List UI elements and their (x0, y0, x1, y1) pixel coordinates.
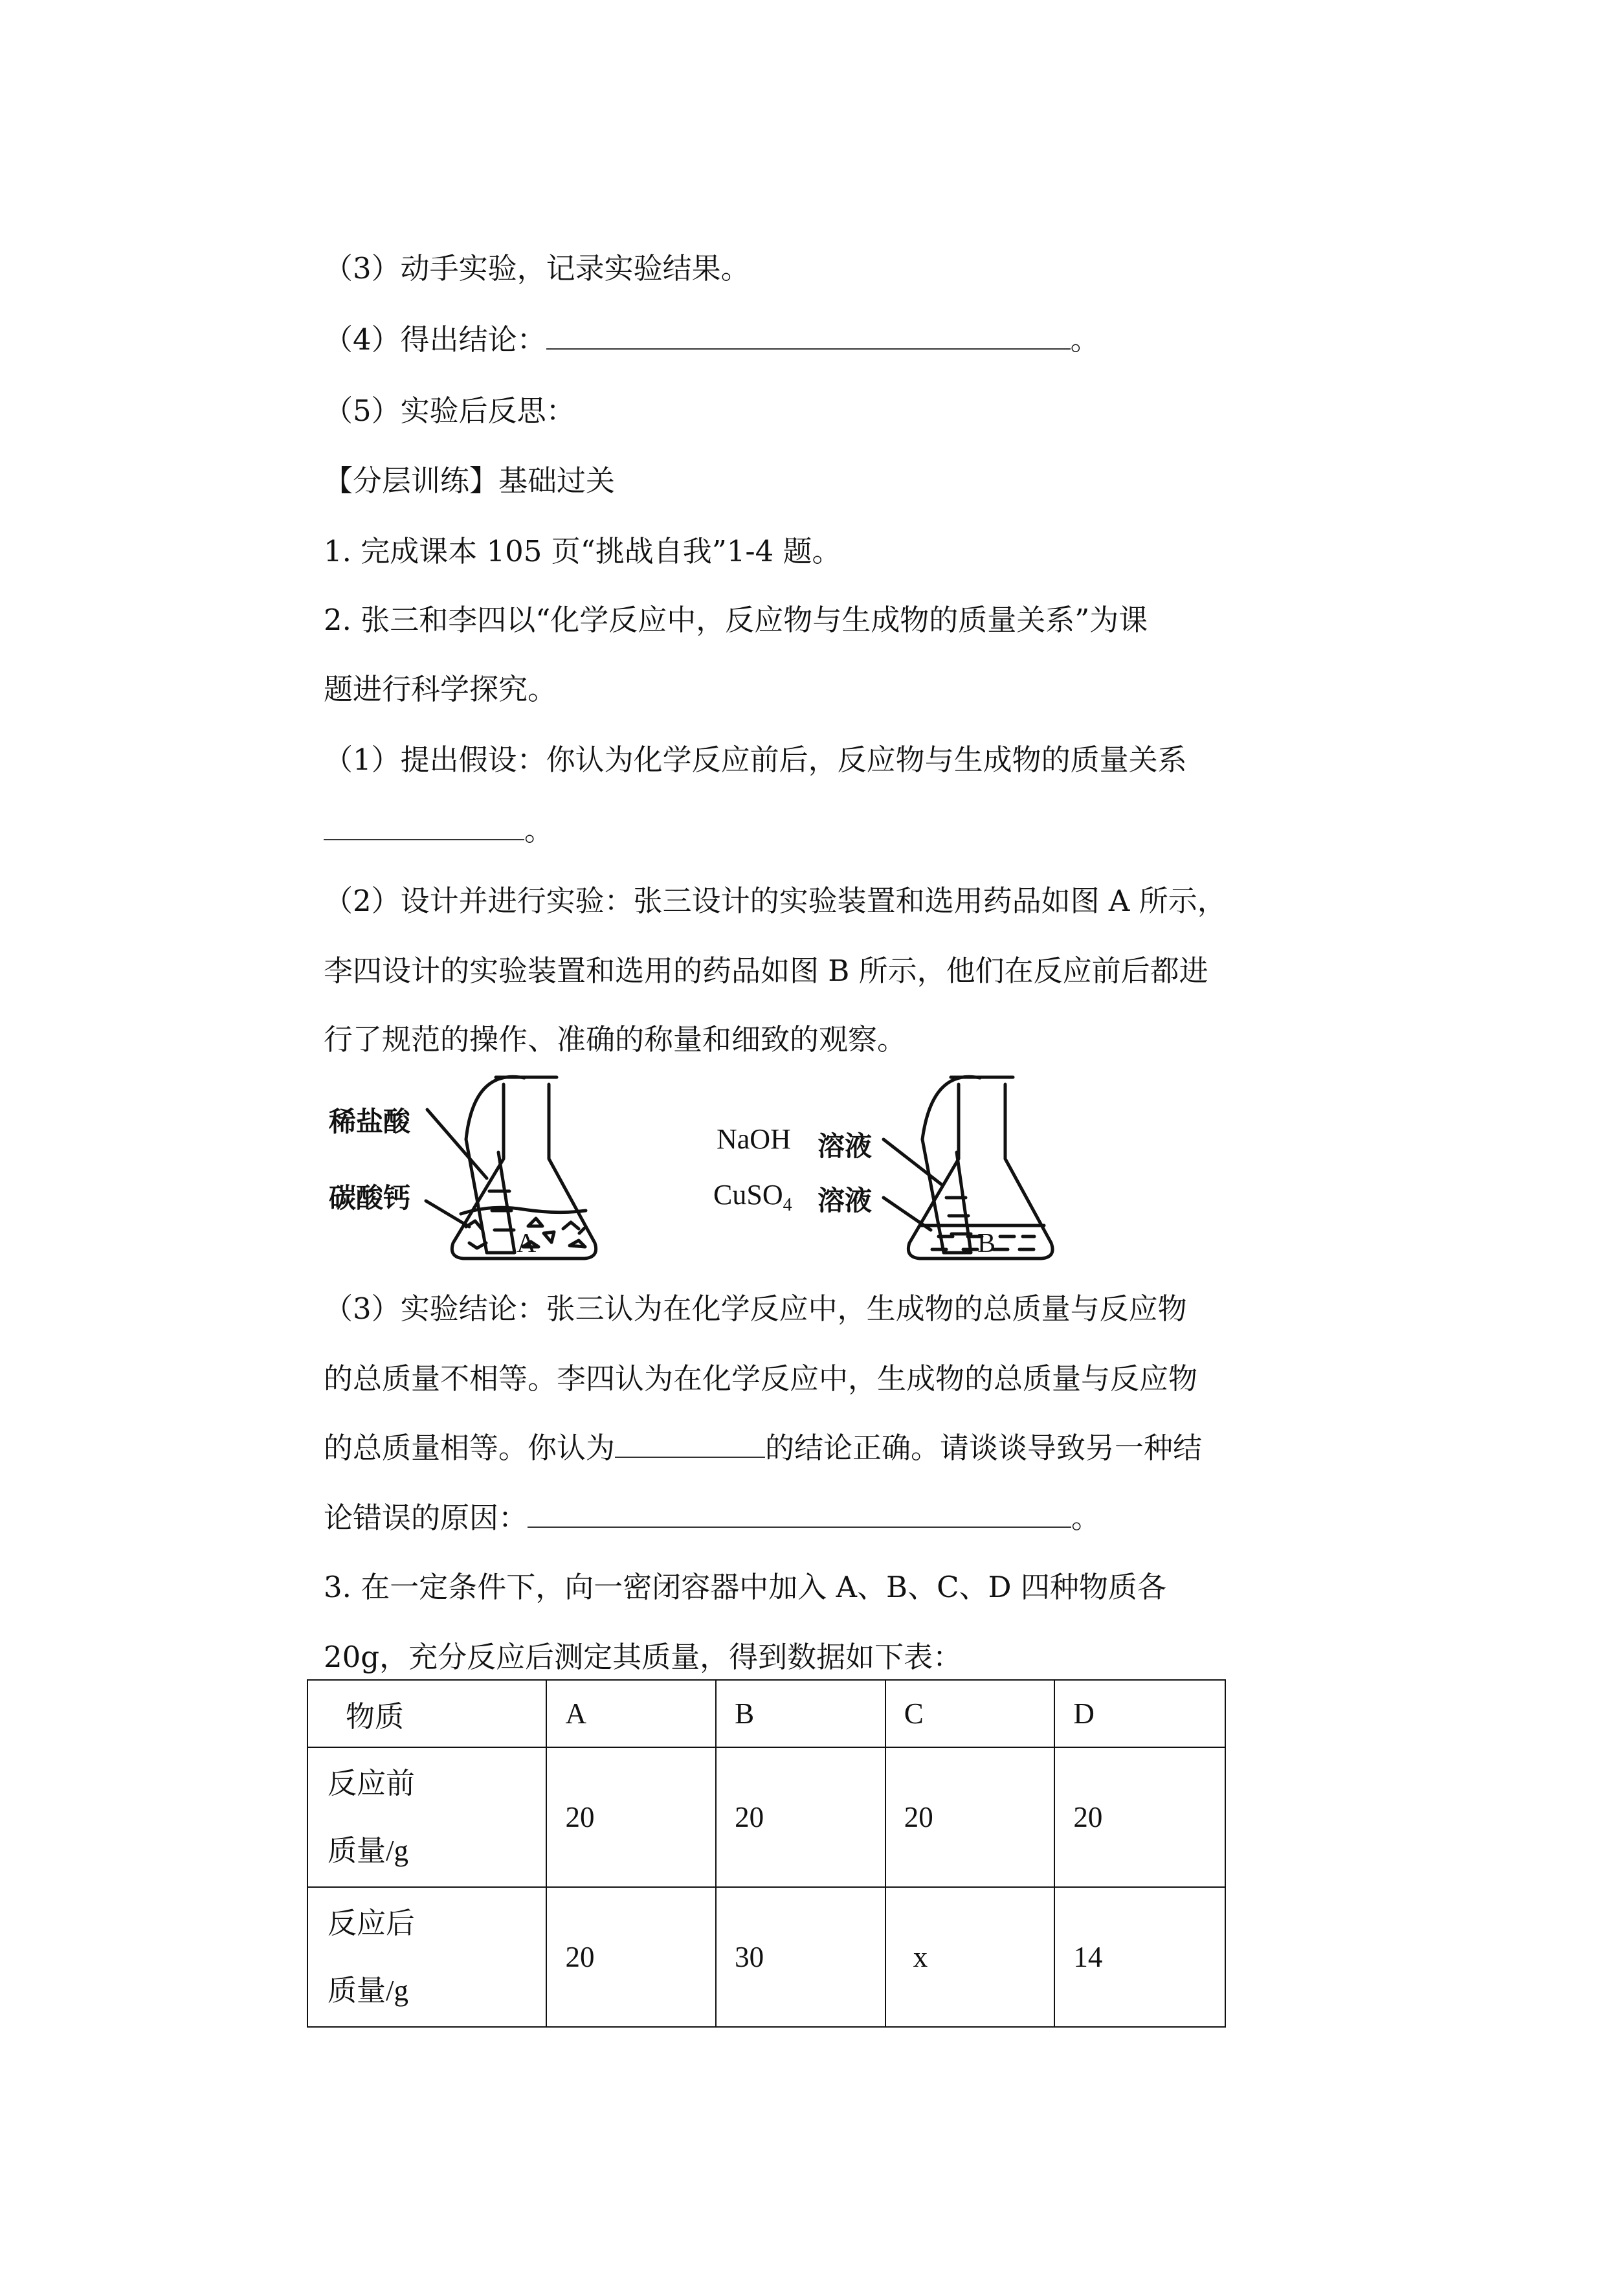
q2-part-3-text-c: 论错误的原因： (324, 1501, 528, 1535)
q2-part-3-text-a: 的总质量相等。你认为 (324, 1431, 616, 1465)
row-label-cell (307, 1747, 546, 1887)
q2-part-1-text: （1）提出假设：你认为化学反应前后，反应物与生成物的质量关系 (324, 743, 1187, 777)
correct-person-blank[interactable] (615, 1432, 765, 1458)
header-cell: D (1054, 1680, 1225, 1747)
flask-b-cuso4-solution: 溶液 (818, 1185, 873, 1216)
header-cell: B (716, 1680, 885, 1747)
q2-part-3-line-2: 的总质量不相等。李四认为在化学反应中，生成物的总质量与反应物 (324, 1361, 1198, 1396)
q2-part-2-line-3: 行了规范的操作、准确的称量和细致的观察。 (324, 1022, 907, 1057)
table-cell: 20 (546, 1747, 716, 1887)
flask-a-icon (426, 1077, 596, 1258)
q2-part-2-line-1: （2）设计并进行实验：张三设计的实验装置和选用药品如图 A 所示， (324, 884, 1227, 918)
header-cell: 物质 (307, 1680, 546, 1747)
step-4-end: 。 (1070, 322, 1100, 357)
step-3-text: （3）动手实验，记录实验结果。 (324, 251, 750, 285)
question-2-line-2: 题进行科学探究。 (324, 672, 557, 706)
question-3-line-1: 3. 在一定条件下，向一密闭容器中加入 A、B、C、D 四种物质各 (324, 1570, 1166, 1604)
flask-b-naoh-solution: 溶液 (818, 1130, 873, 1162)
row-label-line: 反应后 (328, 1907, 416, 1940)
flask-b-icon (884, 1077, 1052, 1258)
table-cell: x (885, 1887, 1055, 2027)
error-reason-blank[interactable] (528, 1502, 1071, 1528)
row-label-line: 反应前 (328, 1767, 416, 1800)
cuso4-text: CuSO (713, 1179, 783, 1211)
row-label-cell (307, 1887, 546, 2027)
flask-a-carbonate-label: 碳酸钙 (329, 1182, 411, 1214)
q2-part-3-text-b: 的结论正确。请谈谈导致另一种结 (765, 1431, 1203, 1465)
header-cell: C (885, 1680, 1055, 1747)
mass-data-table (307, 1679, 1226, 2028)
step-5-text: （5）实验后反思： (324, 394, 575, 428)
table-cell: 20 (885, 1747, 1055, 1887)
q2-part-3-end: 。 (1071, 1501, 1101, 1535)
step-4-text: （4）得出结论： (324, 322, 546, 357)
table-row (307, 1887, 1225, 2027)
flask-b-cuso4-formula (713, 1178, 792, 1216)
question-3-line-2: 20g，充分反应后测定其质量，得到数据如下表： (324, 1640, 962, 1674)
flask-b-caption: B (977, 1229, 996, 1258)
table-cell: 20 (1054, 1747, 1225, 1887)
q2-part-1-end: 。 (524, 813, 554, 847)
table-cell: 14 (1054, 1887, 1225, 2027)
question-1: 1. 完成课本 105 页“挑战自我”1-4 题。 (324, 534, 841, 568)
flask-a-acid-label: 稀盐酸 (329, 1106, 411, 1137)
row-label-line: 质量/g (328, 1835, 409, 1867)
q2-part-3-line-4 (324, 1499, 1100, 1538)
header-cell: A (546, 1680, 716, 1747)
question-2-line-1: 2. 张三和李四以“化学反应中，反应物与生成物的质量关系”为课 (324, 603, 1148, 637)
q2-part-3-line-1: （3）实验结论：张三认为在化学反应中，生成物的总质量与反应物 (324, 1292, 1187, 1326)
q2-part-2-line-2: 李四设计的实验装置和选用的药品如图 B 所示，他们在反应前后都进 (324, 954, 1208, 988)
flask-b-naoh-formula: NaOH (717, 1123, 791, 1155)
row-label-line: 质量/g (328, 1974, 409, 2007)
cuso4-subscript: 4 (783, 1194, 792, 1215)
table-cell: 30 (716, 1887, 885, 2027)
table-cell: 20 (716, 1747, 885, 1887)
section-heading: 【分层训练】基础过关 (324, 464, 616, 498)
table-row (307, 1747, 1225, 1887)
flask-a-caption: A (517, 1229, 537, 1258)
table-header-row (307, 1680, 1225, 1747)
q2-part-3-line-3 (324, 1429, 1202, 1468)
table-cell: 20 (546, 1887, 716, 2027)
